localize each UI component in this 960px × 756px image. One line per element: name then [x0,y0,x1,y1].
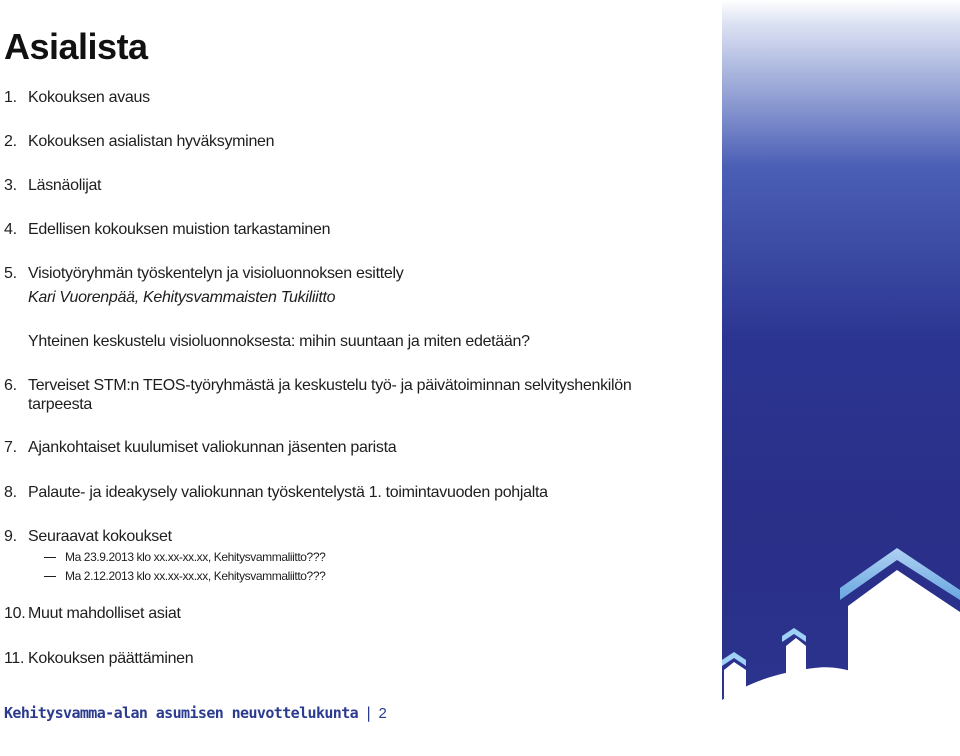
agenda-item-number: 2. [4,133,17,150]
agenda-item-number: 5. [4,265,17,282]
meeting-entry [44,569,325,583]
dash-bullet [44,557,56,558]
agenda-item-11 [4,650,193,668]
item-5-presenter: Kari Vuorenpää, Kehitysvammaisten Tukiliitto [28,289,336,306]
agenda-item-text: Ajankohtaiset kuulumiset valiokunnan jäsenten parista [28,439,397,456]
agenda-item-9 [4,528,172,546]
footer-separator: | [364,704,373,722]
agenda-item-number: 4. [4,221,17,238]
item-6-continuation: tarpeesta [28,396,93,413]
agenda-item-number: 7. [4,439,17,456]
meeting-text: Ma 23.9.2013 klo xx.xx-xx.xx, Kehitysvammaliitto??? [65,550,326,564]
meeting-text: Ma 2.12.2013 klo xx.xx-xx.xx, Kehitysvammaliitto??? [65,569,326,583]
agenda-item-number: 3. [4,177,17,194]
item-5-discussion: Yhteinen keskustelu visioluonnoksesta: mihin suuntaan ja miten edetään? [28,333,530,350]
agenda-item-number: 6. [4,377,17,394]
agenda-item-10 [4,605,181,623]
agenda-item-2 [4,133,274,151]
slide-footer [4,704,386,722]
slide-title: Asialista [4,26,148,67]
agenda-item-1 [4,89,150,107]
agenda-item-text: Visiotyöryhmän työskentelyn ja visioluonnoksen esittely [28,265,404,282]
agenda-item-text: Kokouksen asialistan hyväksyminen [28,133,275,150]
agenda-item-number: 8. [4,484,17,501]
agenda-item-text: Muut mahdolliset asiat [28,605,181,622]
agenda-item-4 [4,221,330,239]
agenda-item-7 [4,439,396,457]
agenda-item-text: Kokouksen päättäminen [28,650,194,667]
agenda-item-5 [4,265,403,283]
agenda-item-text: Terveiset STM:n TEOS-työryhmästä ja keskustelu työ- ja päivätoiminnan selvityshenkilön [28,377,632,394]
decorative-side-panel [722,0,960,756]
agenda-item-text: Läsnäolijat [28,177,102,194]
meeting-entry [44,550,325,564]
agenda-item-6 [4,377,632,395]
agenda-item-number: 9. [4,528,17,545]
dash-bullet [44,576,56,577]
agenda-item-3 [4,177,101,195]
agenda-item-text: Kokouksen avaus [28,89,150,106]
agenda-item-text: Edellisen kokouksen muistion tarkastaminen [28,221,331,238]
agenda-item-number: 10. [4,605,26,622]
houses-illustration [722,0,960,756]
agenda-item-number: 1. [4,89,17,106]
page-number: 2 [378,705,387,722]
agenda-item-text: Palaute- ja ideakysely valiokunnan työskentelystä 1. toimintavuoden pohjalta [28,484,548,501]
agenda-item-8 [4,484,548,502]
footer-brand: Kehitysvamma-alan asumisen neuvottelukunta [4,704,359,722]
agenda-item-number: 11. [4,650,25,667]
agenda-item-text: Seuraavat kokoukset [28,528,172,545]
